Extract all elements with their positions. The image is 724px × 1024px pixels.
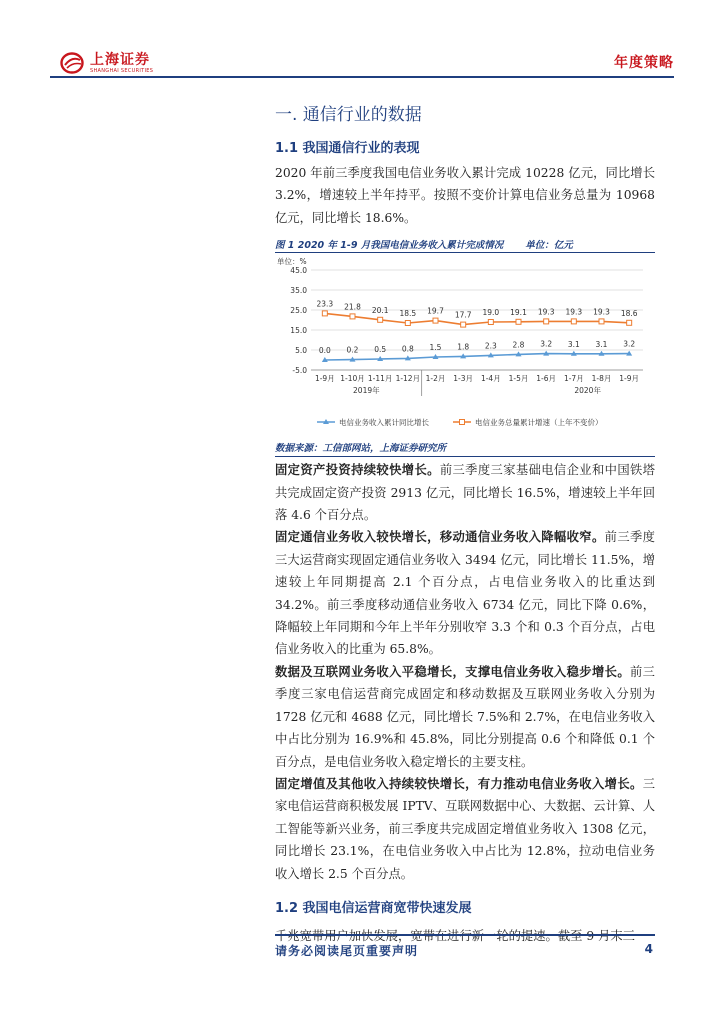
series2-marker <box>488 320 493 325</box>
paragraph-body: 三家电信运营商积极发展 IPTV、互联网数据中心、大数据、云计算、人工智能等新兴业务，前三季度共完成固定增值业务收入 1308 亿元，同比增长 23.1%，在电信业务收入中占比为 12.8%，拉动电信业务收入增长 2.5 个百分点。 <box>275 776 655 881</box>
data-label: 21.8 <box>344 302 361 312</box>
data-label: 1.5 <box>429 343 442 353</box>
main-content <box>275 100 655 947</box>
data-label: 19.3 <box>593 307 610 317</box>
page-number: 4 <box>644 942 653 956</box>
paragraph-value-added <box>275 773 655 885</box>
data-label: 3.2 <box>623 339 636 349</box>
broadband-paragraph: 千兆宽带用户加快发展，宽带在进行新一轮的提速。截至 9 月末三 <box>275 928 635 943</box>
logo-emblem-icon <box>60 52 86 74</box>
paragraph-lead: 数据及互联网业务收入平稳增长，支撑电信业务收入稳步增长。 <box>275 663 630 679</box>
data-label: 19.3 <box>565 307 583 317</box>
x-tick-label: 1-7月 <box>563 374 584 384</box>
series2-marker <box>378 318 383 323</box>
series2-marker <box>405 321 410 326</box>
paragraph-fixed-asset <box>275 459 655 526</box>
figure-unit: 单位：亿元 <box>525 240 573 252</box>
year-label-2019: 2019年 <box>353 386 380 396</box>
data-label: 19.1 <box>510 308 527 318</box>
legend-label-2: 电信业务总量累计增速（上年不变价） <box>475 418 603 428</box>
data-label: 2.8 <box>512 340 525 350</box>
data-label: 0.0 <box>318 346 331 356</box>
data-label: 3.2 <box>540 339 553 349</box>
intro-paragraph: 2020 年前三季度我国电信业务收入累计完成 10228 亿元，同比增长 3.2%，增速较上半年持平。按照不变价计算电信业务总量为 10968 亿元，同比增长 18.6%。 <box>275 166 655 225</box>
y-tick-label: 5.0 <box>295 346 307 356</box>
series2-marker <box>599 319 604 324</box>
paragraph-lead: 固定增值及其他收入持续较快增长，有力推动电信业务收入增长。 <box>275 775 643 791</box>
data-label: 19.3 <box>537 307 555 317</box>
subsection-title-1-1: 1.1 我国通信行业的表现 <box>275 141 420 156</box>
series2-marker <box>350 314 355 319</box>
series2-marker <box>516 320 521 325</box>
paragraph-body: 前三季度三家基础电信企业和中国铁塔共完成固定资产投资 2913 亿元，同比增长 16.5%，增速较上半年回落 4.6 个百分点。 <box>275 463 655 523</box>
series2-marker <box>433 318 438 323</box>
x-tick-label: 1-6月 <box>536 374 557 384</box>
data-label: 2.3 <box>484 341 497 351</box>
y-tick-label: 45.0 <box>290 266 307 276</box>
paragraph-lead: 固定通信业务收入较快增长，移动通信业务收入降幅收窄。 <box>275 529 605 545</box>
line-chart <box>275 256 655 432</box>
data-label: 18.5 <box>399 309 417 319</box>
report-type-title: 年度策略 <box>614 55 674 71</box>
page-footer <box>275 934 655 958</box>
x-tick-label: 1-10月 <box>340 374 365 384</box>
data-label: 3.1 <box>595 340 608 350</box>
series2-marker <box>544 319 549 324</box>
series-line-1 <box>325 354 629 360</box>
data-source-note: 数据来源：工信部网站，上海证券研究所 <box>275 440 655 457</box>
y-tick-label: 35.0 <box>290 286 307 296</box>
company-logo <box>60 52 153 74</box>
data-label: 0.5 <box>374 345 387 355</box>
data-label: 20.1 <box>371 306 389 316</box>
series2-marker <box>461 322 466 327</box>
y-tick-label: 25.0 <box>290 306 307 316</box>
data-label: 19.0 <box>482 308 500 318</box>
x-tick-label: 1-12月 <box>395 374 421 384</box>
section-title: 一. 通信行业的数据 <box>275 105 422 125</box>
x-tick-label: 1-3月 <box>453 374 474 384</box>
y-tick-label: 15.0 <box>290 326 307 336</box>
logo-chinese-name: 上海证券 <box>90 52 150 68</box>
x-tick-label: 1-9月 <box>619 374 640 384</box>
figure-caption <box>275 237 655 253</box>
paragraph-lead: 固定资产投资持续较快增长。 <box>275 462 440 478</box>
year-label-2020: 2020年 <box>574 386 601 396</box>
x-tick-label: 1-8月 <box>591 374 612 384</box>
subsection-title-1-2: 1.2 我国电信运营商宽带快速发展 <box>275 900 472 916</box>
x-tick-label: 1-2月 <box>425 374 446 384</box>
paragraph-body: 前三季度三家电信运营商完成固定和移动数据及互联网业务收入分别为 1728 亿元和 4688 亿元，同比增长 7.5%和 2.7%，在电信业务收入中占比分别为 16.9%和 45.8%，同比分别提高 0.6 个和降低 0.1 个百分点，是电信业务收入稳定增长的主要支柱。 <box>275 664 655 769</box>
header-divider <box>50 76 674 78</box>
paragraph-fixed-mobile <box>275 526 655 660</box>
data-label: 23.3 <box>316 299 334 309</box>
logo-english-name: SHANGHAI SECURITIES <box>90 68 154 74</box>
x-tick-label: 1-9月 <box>314 374 335 384</box>
legend-label-1: 电信业务收入累计同比增长 <box>339 418 429 428</box>
disclaimer-notice: 请务必阅读尾页重要声明 <box>275 944 419 958</box>
chart-svg <box>275 256 655 432</box>
y-tick-label: -5.0 <box>292 366 307 376</box>
series-line-2 <box>325 314 629 325</box>
figure-caption-title: 图 1 2020 年 1-9 月我国电信业务收入累计完成情况 <box>275 240 504 252</box>
series2-marker <box>322 311 327 316</box>
page-header <box>50 48 674 78</box>
data-label: 19.7 <box>427 306 444 316</box>
data-label: 0.2 <box>346 345 359 355</box>
legend-marker-2 <box>460 420 465 425</box>
data-label: 0.8 <box>401 344 414 354</box>
data-label: 18.6 <box>620 309 638 319</box>
data-label: 1.8 <box>457 342 470 352</box>
x-tick-label: 1-5月 <box>508 374 529 384</box>
series2-marker <box>627 321 632 326</box>
series2-marker <box>571 319 576 324</box>
paragraph-data-internet <box>275 661 655 773</box>
x-tick-label: 1-4月 <box>480 374 501 384</box>
paragraph-body: 前三季度三大运营商实现固定通信业务收入 3494 亿元，同比增长 11.5%，增速较上年同期提高 2.1 个百分点，占电信业务收入的比重达到 34.2%。前三季度移动通信业务收入 6734 亿元，同比下降 0.6%，降幅较上年同期和今年上半年分别收窄 3.3 个和 0.3 个百分点，占电信业务收入的比重为 65.8%。 <box>275 530 655 657</box>
x-tick-label: 1-11月 <box>367 374 393 384</box>
y-axis-unit-label: 单位：% <box>277 257 307 267</box>
data-label: 3.1 <box>567 340 580 350</box>
data-label: 17.7 <box>454 310 472 320</box>
